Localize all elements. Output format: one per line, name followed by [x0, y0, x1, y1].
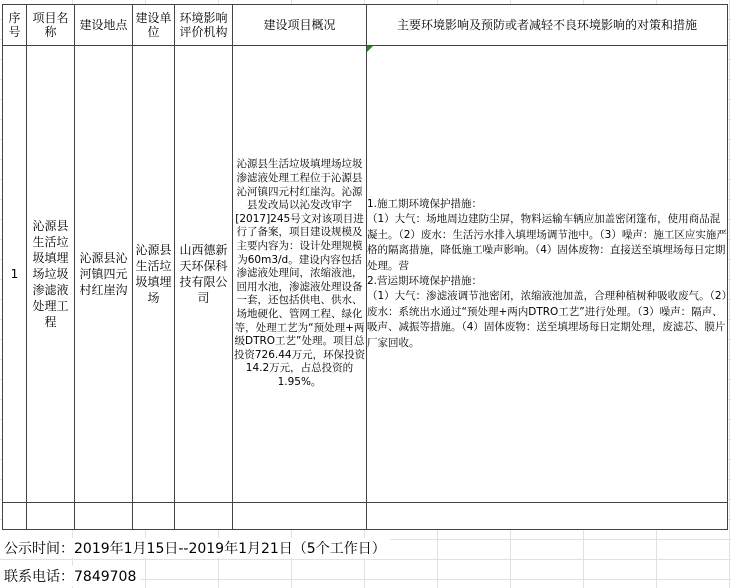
empty-cell[interactable]: [133, 503, 175, 530]
cell-builder[interactable]: 沁源县生活垃圾填埋场: [133, 46, 175, 503]
table-row: [3, 46, 728, 503]
notice-period-text[interactable]: 公示时间：2019年1月15日--2019年1月21日（5个工作日）: [0, 538, 390, 558]
comment-indicator-icon: [367, 46, 373, 52]
cell-index[interactable]: 1: [3, 46, 27, 503]
header-eia-agency[interactable]: 环境影响评价机构: [175, 5, 233, 46]
cell-overview[interactable]: 沁源县生活垃圾填埋场垃圾渗滤液处理工程位于沁源县沁河镇四元村红崖沟。沁源县发改局以沁发改审字[2017]245号文对该项目进行了备案，项目建设规模及主要内容为：设计处理规模为60m3/d。建设内容包括渗滤液处理间，浓缩液池，回用水池，渗滤液处理设备一套，还包括供电、供水、场地硬化、管网工程、绿化等，处理工艺为“预处理+两级DTRO工艺”处理。项目总投资726.44万元，环保投资14.2万元，占总投资的1.95%。: [233, 46, 367, 503]
empty-row: [3, 503, 728, 530]
cell-eia-agency[interactable]: 山西德新天环保科技有限公司: [175, 46, 233, 503]
header-project-name[interactable]: 项目名称: [27, 5, 75, 46]
measures-text: 1.施工期环境保护措施： （1）大气：场地周边建防尘屏，物料运输车辆应加盖密闭篷布，使用商品混凝土。（2）废水：生活污水排入填埋场调节池中。（3）噪声：施工区应实施严格的隔离措施，降低施工噪声影响。（4）固体废物：直接送至填埋场每日定期处理。营 2.营运期环境保护措施： （1）大气：渗滤液调节池密闭，浓缩液池加盖，合理种植树种吸收废气。（2）废水：系统出水通过“预处理+两内DTRO工艺”进行处理。（3）噪声：隔声、吸声、减振等措施。（4）固体废物：送至填埋场每日定期处理，废滤芯、膜片厂家回收。: [367, 197, 727, 349]
cell-project-name[interactable]: 沁源县生活垃圾填埋场垃圾渗滤液处理工程: [27, 46, 75, 503]
cell-measures[interactable]: [367, 46, 728, 503]
empty-cell[interactable]: [175, 503, 233, 530]
cell-location[interactable]: 沁源县沁河镇四元村红崖沟: [75, 46, 133, 503]
header-index[interactable]: 序号: [3, 5, 27, 46]
header-location[interactable]: 建设地点: [75, 5, 133, 46]
header-overview[interactable]: 建设项目概况: [233, 5, 367, 46]
eia-disclosure-table: [2, 4, 728, 530]
empty-cell[interactable]: [367, 503, 728, 530]
header-row: [3, 5, 728, 46]
header-builder[interactable]: 建设单位: [133, 5, 175, 46]
empty-cell[interactable]: [233, 503, 367, 530]
contact-phone-text[interactable]: 联系电话：7849708: [0, 566, 140, 586]
empty-cell[interactable]: [3, 503, 27, 530]
empty-cell[interactable]: [27, 503, 75, 530]
header-measures[interactable]: 主要环境影响及预防或者减轻不良环境影响的对策和措施: [367, 5, 728, 46]
empty-cell[interactable]: [75, 503, 133, 530]
